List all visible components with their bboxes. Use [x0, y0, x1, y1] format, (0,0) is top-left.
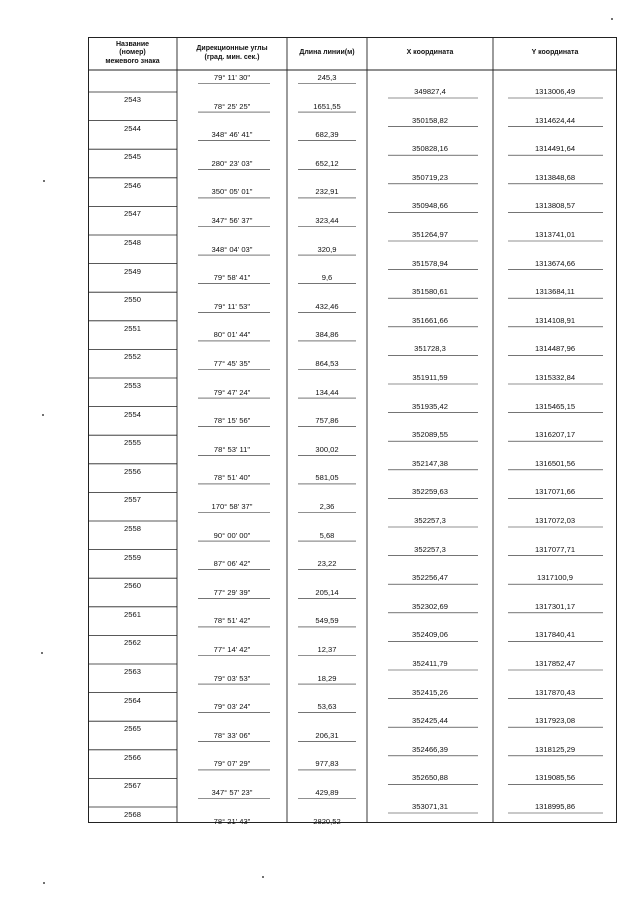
- mark-name-cell: 2553: [124, 381, 141, 390]
- header-direction-angle: Дирекционные углы (град. мин. сек.): [196, 45, 268, 61]
- line-length-cell: 5,68: [319, 530, 335, 540]
- x-coordinate-cell: 352411,79: [412, 659, 448, 668]
- line-length-cell: 205,14: [315, 587, 339, 597]
- direction-angle-cell: 79° 07' 29": [213, 759, 251, 769]
- mark-name-cell: 2555: [124, 438, 141, 448]
- y-coordinate-cell: 1313674,66: [534, 258, 576, 268]
- y-coordinate-cell: 1315332,84: [534, 373, 576, 382]
- y-coordinate-cell: 1317071,66: [534, 487, 576, 497]
- x-coordinate-cell: 349827,4: [414, 87, 446, 96]
- line-length-cell: 23,22: [317, 559, 337, 569]
- y-coordinate-cell: 1316501,56: [534, 458, 576, 468]
- x-coordinate-cell: 352409,06: [412, 630, 448, 640]
- direction-angle-cell: 347° 56' 37": [211, 216, 253, 225]
- line-length-cell: 549,59: [315, 616, 339, 626]
- scan-speck: [42, 414, 44, 416]
- y-coordinate-cell: 1317840,41: [534, 630, 576, 640]
- y-coordinate-cell: 1318125,29: [534, 744, 576, 754]
- line-length-cell: 206,31: [315, 730, 339, 740]
- direction-angle-cell: 170° 58' 37": [211, 502, 253, 511]
- line-length-cell: 757,86: [315, 416, 339, 426]
- header-y-coordinate: Y координата: [531, 49, 579, 57]
- line-length-cell: 300,02: [315, 444, 339, 454]
- x-coordinate-cell: 352466,39: [412, 744, 448, 754]
- direction-angle-cell: 348° 04' 03": [211, 244, 253, 254]
- line-length-cell: 53,63: [317, 702, 337, 712]
- mark-name-cell: 2554: [124, 409, 141, 419]
- mark-name-cell: 2556: [124, 466, 141, 476]
- x-coordinate-cell: 352256,47: [412, 573, 448, 583]
- direction-angle-cell: 350° 05' 01": [211, 187, 253, 197]
- mark-name-cell: 2565: [124, 724, 141, 734]
- x-coordinate-cell: 351661,66: [412, 315, 448, 325]
- direction-angle-cell: 77° 45' 35": [213, 359, 251, 368]
- coordinates-table: [88, 37, 617, 826]
- direction-angle-cell: 90° 00' 00": [213, 530, 251, 540]
- y-coordinate-cell: 1315465,15: [534, 401, 576, 411]
- mark-name-cell: 2561: [124, 609, 141, 619]
- line-length-cell: 652,12: [315, 158, 339, 168]
- mark-name-cell: 2558: [124, 524, 141, 533]
- mark-name-cell: 2552: [124, 352, 141, 362]
- mark-name-cell: 2549: [124, 266, 141, 276]
- mark-name-cell: 2566: [124, 752, 141, 762]
- x-coordinate-cell: 352650,88: [412, 773, 448, 783]
- direction-angle-cell: 78° 53' 11": [213, 444, 251, 454]
- y-coordinate-cell: 1314491,64: [534, 144, 576, 154]
- line-length-cell: 18,29: [317, 673, 337, 683]
- x-coordinate-cell: 350948,66: [412, 201, 448, 211]
- x-coordinate-cell: 352302,69: [412, 601, 448, 611]
- direction-angle-cell: 79° 47' 24": [213, 387, 251, 397]
- line-length-cell: 2,36: [319, 502, 335, 511]
- x-coordinate-cell: 352257,3: [414, 516, 446, 525]
- y-coordinate-cell: 1317301,17: [534, 601, 576, 611]
- y-coordinate-cell: 1317100,9: [537, 573, 573, 583]
- line-length-cell: 2820,52: [313, 816, 341, 826]
- line-length-cell: 320,9: [317, 244, 337, 254]
- mark-name-cell: 2546: [124, 180, 141, 190]
- y-coordinate-cell: 1314624,44: [534, 115, 576, 125]
- direction-angle-cell: 79° 11' 30": [213, 73, 251, 82]
- x-coordinate-cell: 352257,3: [414, 544, 446, 554]
- mark-name-cell: 2564: [124, 695, 141, 705]
- x-coordinate-cell: 351580,61: [412, 287, 448, 297]
- y-coordinate-cell: 1316207,17: [534, 430, 576, 440]
- x-coordinate-cell: 353071,31: [412, 802, 448, 811]
- x-coordinate-cell: 352147,38: [412, 458, 448, 468]
- line-length-cell: 581,05: [315, 473, 339, 483]
- header-mark-name: Название (номер) межевого знака: [105, 40, 160, 65]
- line-length-cell: 384,86: [315, 330, 339, 340]
- y-coordinate-cell: 1313848,68: [534, 172, 576, 182]
- line-length-cell: 432,46: [315, 301, 339, 311]
- scan-speck: [611, 18, 613, 20]
- x-coordinate-cell: 351728,3: [414, 344, 446, 354]
- direction-angle-cell: 78° 33' 06": [213, 730, 251, 740]
- scan-speck: [43, 882, 45, 884]
- x-coordinate-cell: 352089,55: [412, 430, 448, 440]
- direction-angle-cell: 347° 57' 23": [211, 788, 253, 797]
- mark-name-cell: 2567: [124, 781, 141, 791]
- mark-name-cell: 2544: [124, 123, 141, 133]
- x-coordinate-cell: 352425,44: [412, 716, 448, 726]
- line-length-cell: 232,91: [315, 187, 339, 197]
- direction-angle-cell: 79° 03' 53": [213, 673, 251, 683]
- y-coordinate-cell: 1317923,08: [534, 716, 576, 726]
- mark-name-cell: 2560: [124, 581, 141, 591]
- scan-speck: [41, 652, 43, 654]
- scan-speck: [262, 876, 264, 878]
- line-length-cell: 682,39: [315, 130, 339, 140]
- line-length-cell: 977,83: [315, 759, 339, 769]
- line-length-cell: 245,3: [317, 73, 337, 82]
- x-coordinate-cell: 351935,42: [412, 401, 448, 411]
- y-coordinate-cell: 1317077,71: [534, 544, 576, 554]
- x-coordinate-cell: 351911,59: [412, 373, 448, 382]
- mark-name-cell: 2548: [124, 238, 141, 247]
- mark-name-cell: 2563: [124, 667, 141, 676]
- header-x-coordinate: X координата: [406, 49, 454, 57]
- x-coordinate-cell: 351578,94: [412, 258, 448, 268]
- y-coordinate-cell: 1319085,56: [534, 773, 576, 783]
- y-coordinate-cell: 1314108,91: [534, 315, 576, 325]
- line-length-cell: 864,53: [315, 359, 339, 368]
- direction-angle-cell: 77° 14' 42": [213, 645, 251, 654]
- direction-angle-cell: 78° 21' 43": [213, 816, 251, 826]
- mark-name-cell: 2545: [124, 152, 141, 162]
- y-coordinate-cell: 1314487,96: [534, 344, 576, 354]
- line-length-cell: 323,44: [315, 216, 339, 225]
- mark-name-cell: 2568: [124, 810, 141, 819]
- y-coordinate-cell: 1317870,43: [534, 687, 576, 697]
- x-coordinate-cell: 351264,97: [412, 230, 448, 239]
- line-length-cell: 1651,55: [313, 101, 341, 111]
- y-coordinate-cell: 1313006,49: [534, 87, 576, 96]
- line-length-cell: 12,37: [317, 645, 337, 654]
- y-coordinate-cell: 1317072,03: [534, 516, 576, 525]
- line-length-cell: 9,6: [321, 273, 333, 283]
- mark-name-cell: 2547: [124, 209, 141, 219]
- line-length-cell: 429,89: [315, 788, 339, 797]
- direction-angle-cell: 79° 03' 24": [213, 702, 251, 712]
- direction-angle-cell: 80° 01' 44": [213, 330, 251, 340]
- mark-name-cell: 2559: [124, 552, 141, 562]
- direction-angle-cell: 87° 06' 42": [213, 559, 251, 569]
- mark-name-cell: 2551: [124, 323, 141, 333]
- y-coordinate-cell: 1317852,47: [534, 659, 576, 668]
- mark-name-cell: 2562: [124, 638, 141, 648]
- y-coordinate-cell: 1313684,11: [535, 287, 575, 297]
- y-coordinate-cell: 1313741,01: [534, 230, 576, 239]
- mark-name-cell: 2550: [124, 295, 141, 305]
- direction-angle-cell: 78° 25' 25": [213, 101, 251, 111]
- direction-angle-cell: 77° 29' 39": [213, 587, 251, 597]
- x-coordinate-cell: 352259,63: [412, 487, 448, 497]
- direction-angle-cell: 79° 11' 53": [213, 301, 251, 311]
- y-coordinate-cell: 1318995,86: [534, 802, 576, 811]
- x-coordinate-cell: 350158,82: [412, 115, 448, 125]
- direction-angle-cell: 280° 23' 03": [211, 158, 253, 168]
- x-coordinate-cell: 350828,16: [412, 144, 448, 154]
- header-line-length: Длина линии(м): [299, 49, 355, 57]
- line-length-cell: 134,44: [315, 387, 339, 397]
- x-coordinate-cell: 350719,23: [412, 172, 448, 182]
- direction-angle-cell: 79° 58' 41": [213, 273, 251, 283]
- mark-name-cell: 2543: [124, 95, 141, 104]
- x-coordinate-cell: 352415,26: [412, 687, 448, 697]
- direction-angle-cell: 78° 51' 40": [213, 473, 251, 483]
- y-coordinate-cell: 1313808,57: [534, 201, 576, 211]
- direction-angle-cell: 78° 51' 42": [213, 616, 251, 626]
- mark-name-cell: 2557: [124, 495, 141, 505]
- direction-angle-cell: 78° 15' 56": [213, 416, 251, 426]
- scan-speck: [43, 180, 45, 182]
- direction-angle-cell: 348° 46' 41": [211, 130, 253, 140]
